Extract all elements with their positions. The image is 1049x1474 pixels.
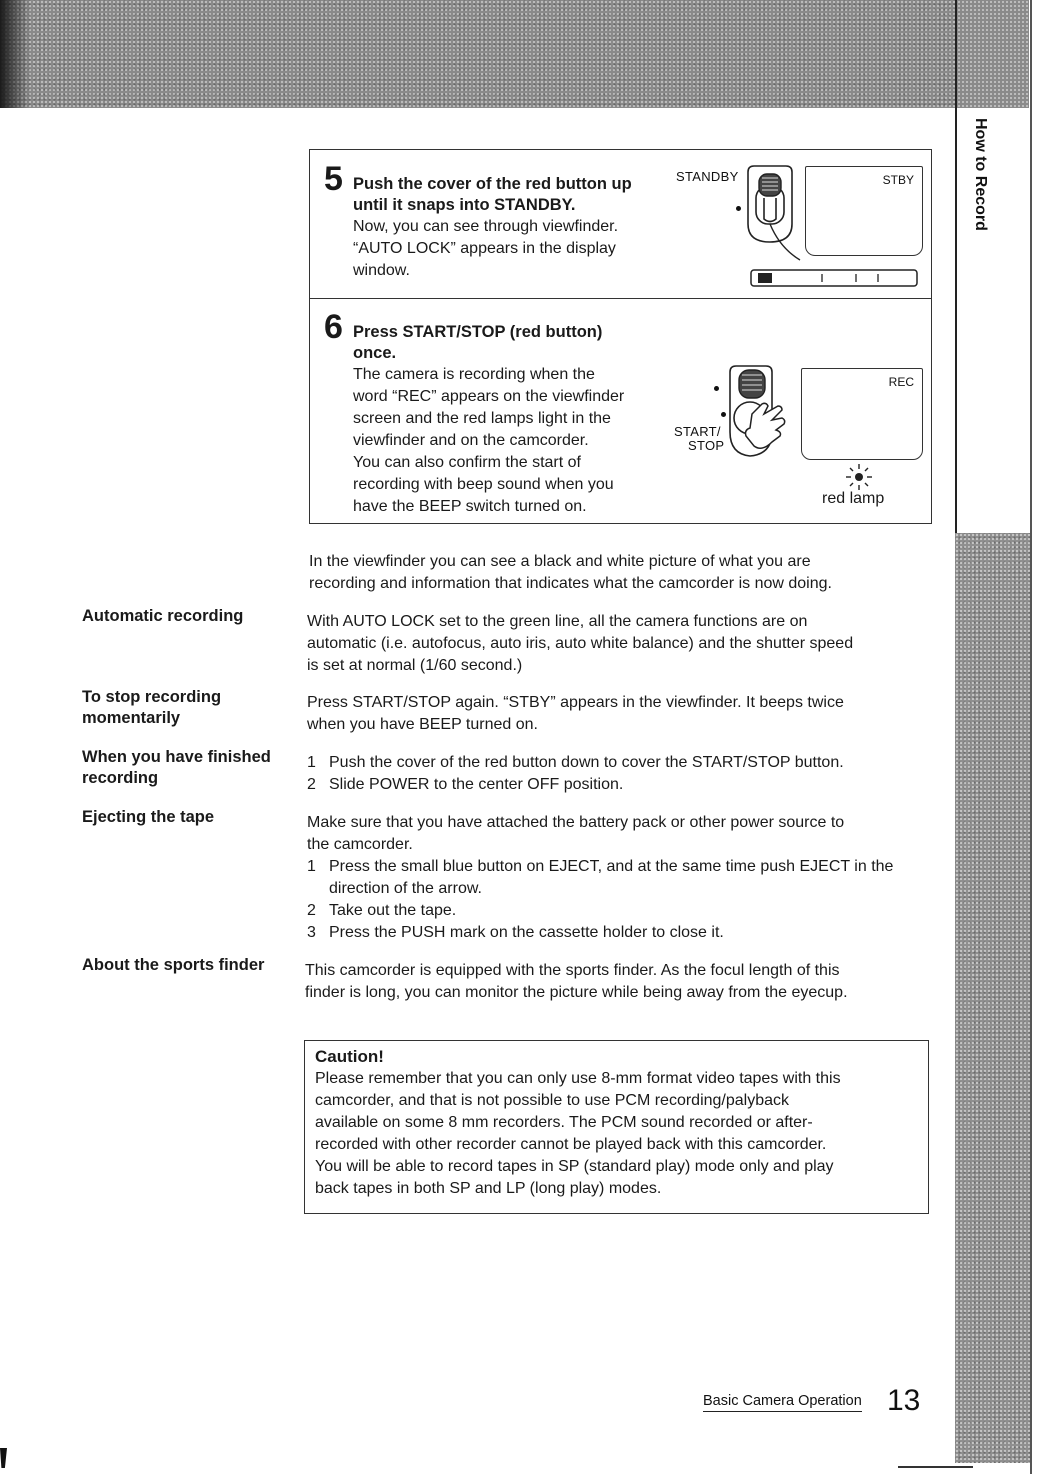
list-item bbox=[307, 900, 922, 922]
desc-line: when you have BEEP turned on. bbox=[307, 716, 538, 733]
term-line: recording bbox=[82, 769, 159, 787]
step-body bbox=[353, 216, 684, 282]
caution-line: recorded with other recorder cannot be played back with this camcorder. bbox=[315, 1136, 827, 1153]
desc-line: automatic (i.e. autofocus, auto iris, auto white balance) and the shutter speed bbox=[307, 635, 854, 652]
term-finished-recording bbox=[82, 747, 297, 789]
step-body-line: screen and the red lamps light in the bbox=[353, 410, 611, 427]
section-tab-background bbox=[955, 0, 1029, 533]
viewfinder-screen bbox=[801, 368, 923, 460]
term-line: momentarily bbox=[82, 709, 181, 727]
step-body-line: have the BEEP switch turned on. bbox=[353, 498, 587, 515]
term-line: About the sports finder bbox=[82, 956, 265, 974]
caution-line: available on some 8 mm recorders. The PCM sound recorded or after- bbox=[315, 1114, 813, 1131]
list-number: 2 bbox=[307, 776, 316, 793]
red-lamp-caption: red lamp bbox=[822, 490, 885, 507]
start-label: START/ bbox=[674, 424, 721, 439]
indicator-dot bbox=[714, 386, 719, 391]
switch-cover-icon bbox=[740, 164, 810, 264]
intro-line: recording and information that indicates what the camcorder is now doing. bbox=[309, 575, 832, 592]
step-6 bbox=[324, 310, 684, 518]
step-body-line: word “REC” appears on the viewfinder bbox=[353, 388, 625, 405]
list-number: 3 bbox=[307, 924, 316, 941]
rec-indicator: REC bbox=[888, 375, 914, 389]
step-body-line: “AUTO LOCK” appears in the display bbox=[353, 240, 616, 257]
desc-automatic-recording bbox=[307, 611, 922, 677]
steps-divider bbox=[310, 298, 931, 299]
stop-label: STOP bbox=[688, 438, 725, 453]
step-heading-line: once. bbox=[353, 344, 397, 362]
step-body-line: recording with beep sound when you bbox=[353, 476, 614, 493]
step-number: 5 bbox=[324, 160, 343, 198]
caution-line: You will be able to record tapes in SP (standard play) mode only and play bbox=[315, 1158, 834, 1175]
step-body-line: window. bbox=[353, 262, 410, 279]
step-heading-line: until it snaps into STANDBY. bbox=[353, 196, 576, 214]
stby-indicator: STBY bbox=[882, 173, 914, 187]
term-stop-recording bbox=[82, 687, 297, 729]
desc-line: Press START/STOP again. “STBY” appears in the viewfinder. It beeps twice bbox=[307, 694, 844, 711]
desc-line: the camcorder. bbox=[307, 836, 413, 853]
list-text: Press the small blue button on EJECT, and at the same time push EJECT in the direction of the arrow. bbox=[329, 858, 894, 897]
caution-line: back tapes in both SP and LP (long play) modes. bbox=[315, 1180, 662, 1197]
standby-label: STANDBY bbox=[676, 169, 739, 184]
header-band bbox=[0, 0, 955, 108]
desc-stop-recording bbox=[307, 692, 922, 736]
term-line: Automatic recording bbox=[82, 607, 244, 625]
term-line: Ejecting the tape bbox=[82, 808, 215, 826]
caution-title: Caution! bbox=[315, 1047, 384, 1066]
start-stop-button-icon bbox=[722, 362, 812, 472]
term-ejecting-tape bbox=[82, 807, 297, 828]
list-number: 1 bbox=[307, 754, 316, 771]
list-number: 2 bbox=[307, 902, 316, 919]
viewfinder-screen bbox=[805, 166, 923, 256]
step-body-line: Now, you can see through viewfinder. bbox=[353, 218, 619, 235]
section-tab-label: How to Record bbox=[972, 118, 989, 231]
step-heading bbox=[353, 310, 684, 364]
desc-line: Make sure that you have attached the battery pack or other power source to bbox=[307, 814, 845, 831]
red-lamp-icon bbox=[844, 462, 874, 492]
desc-line: This camcorder is equipped with the sports finder. As the focul length of this bbox=[305, 962, 840, 979]
step-body-line: viewfinder and on the camcorder. bbox=[353, 432, 589, 449]
numbered-list bbox=[307, 856, 922, 944]
desc-line: is set at normal (1/60 second.) bbox=[307, 657, 523, 674]
crop-mark bbox=[0, 1448, 7, 1468]
term-line: To stop recording bbox=[82, 688, 222, 706]
step-5 bbox=[324, 162, 684, 282]
list-number: 1 bbox=[307, 858, 316, 875]
side-strip bbox=[955, 533, 1030, 1463]
step-heading-line: Press START/STOP (red button) bbox=[353, 323, 603, 341]
step-number: 6 bbox=[324, 308, 343, 346]
desc-finished-recording bbox=[307, 752, 922, 796]
page-edge bbox=[1030, 0, 1032, 1474]
page-number: 13 bbox=[887, 1384, 921, 1417]
term-sports-finder bbox=[82, 955, 297, 976]
step-body bbox=[353, 364, 684, 518]
desc-line: With AUTO LOCK set to the green line, all the camera functions are on bbox=[307, 613, 808, 630]
desc-sports-finder bbox=[305, 960, 920, 1004]
list-text: Press the PUSH mark on the cassette holder to close it. bbox=[329, 924, 724, 941]
list-text: Slide POWER to the center OFF position. bbox=[329, 776, 624, 793]
steps-box bbox=[309, 149, 932, 524]
intro-line: In the viewfinder you can see a black and white picture of what you are bbox=[309, 553, 811, 570]
list-text: Push the cover of the red button down to cover the START/STOP button. bbox=[329, 754, 844, 771]
list-item bbox=[307, 856, 922, 900]
list-item bbox=[307, 774, 922, 796]
term-line: When you have finished bbox=[82, 748, 271, 766]
list-item bbox=[307, 752, 922, 774]
bottom-rule bbox=[898, 1466, 973, 1468]
step-body-line: The camera is recording when the bbox=[353, 366, 595, 383]
numbered-list bbox=[307, 752, 922, 796]
desc-ejecting-tape bbox=[307, 812, 922, 944]
caution-line: camcorder, and that is not possible to use PCM recording/palyback bbox=[315, 1092, 790, 1109]
caution-box bbox=[304, 1040, 929, 1214]
footer-section-label: Basic Camera Operation bbox=[703, 1393, 862, 1412]
list-item bbox=[307, 922, 922, 944]
intro-paragraph bbox=[309, 551, 919, 595]
caution-line: Please remember that you can only use 8-mm format video tapes with this bbox=[315, 1070, 841, 1087]
list-text: Take out the tape. bbox=[329, 902, 457, 919]
step-heading-line: Push the cover of the red button up bbox=[353, 175, 632, 193]
step-body-line: You can also confirm the start of bbox=[353, 454, 581, 471]
step-heading bbox=[353, 162, 684, 216]
display-window-icon bbox=[750, 268, 920, 290]
desc-line: finder is long, you can monitor the picture while being away from the eyecup. bbox=[305, 984, 848, 1001]
term-automatic-recording bbox=[82, 606, 297, 627]
